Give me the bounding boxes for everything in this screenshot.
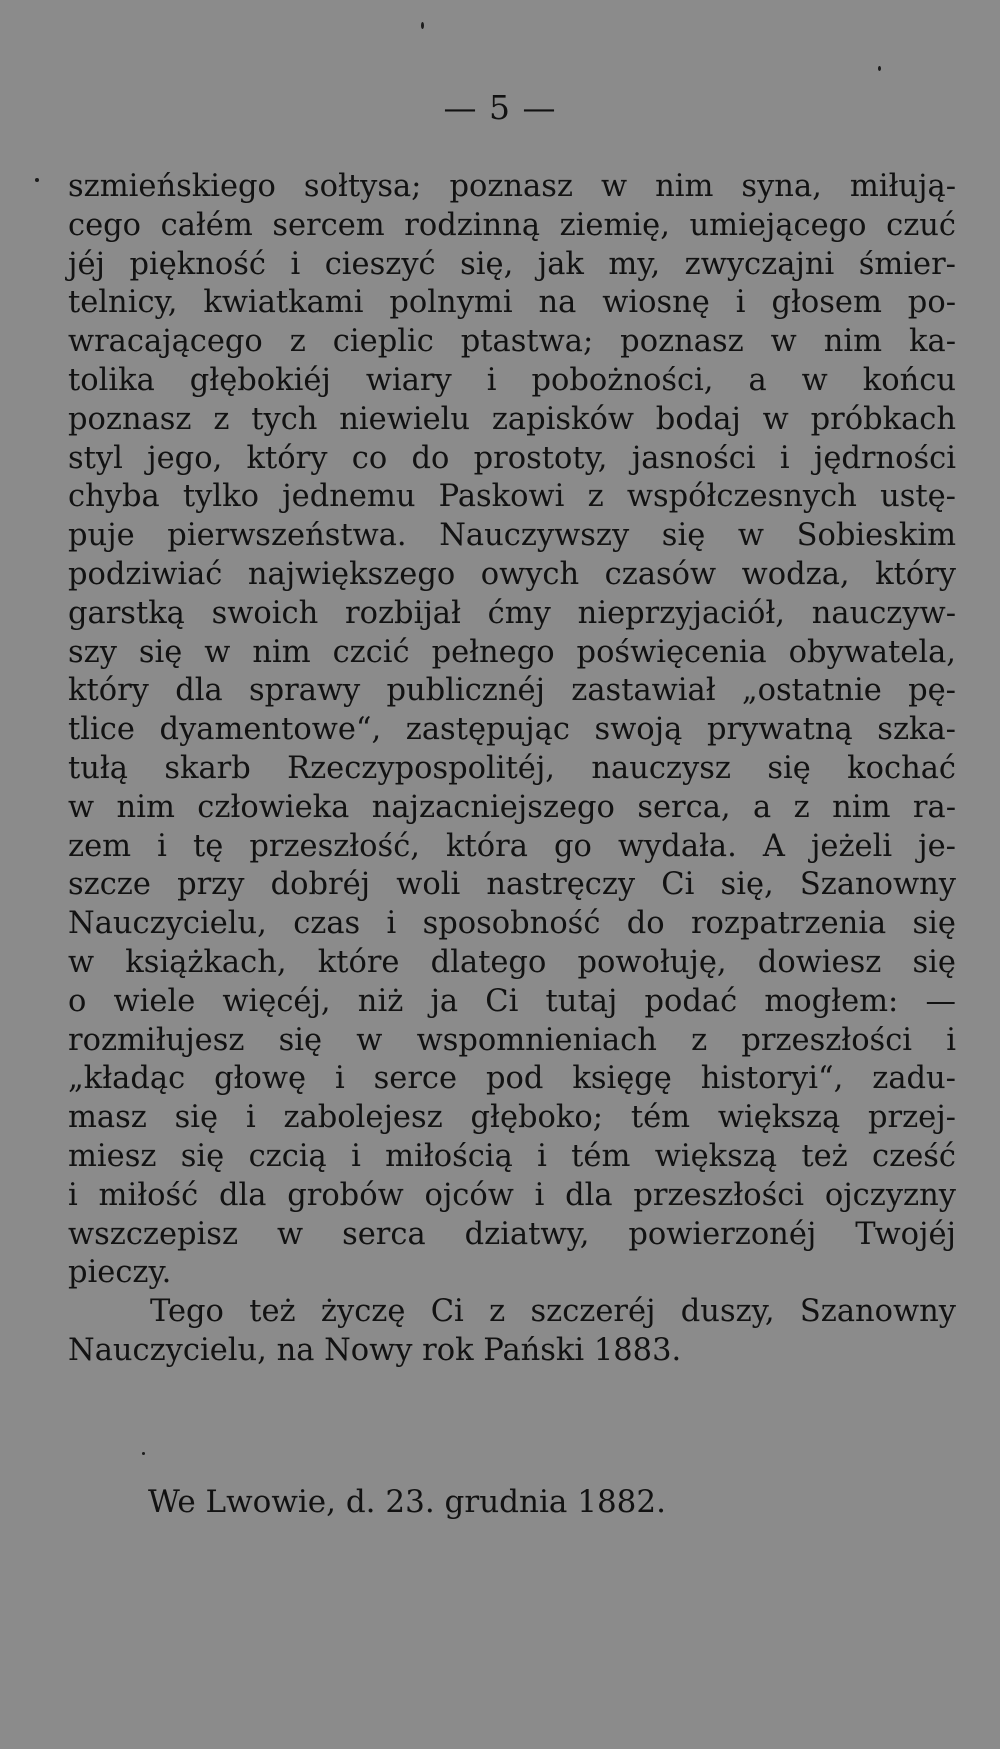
scan-speck bbox=[878, 66, 881, 71]
scan-speck bbox=[35, 178, 39, 182]
text-line: jéj piękność i cieszyć się, jak my, zwyczajni śmier- bbox=[68, 246, 956, 282]
text-line: tułą skarb Rzeczypospolitéj, nauczysz się kochać bbox=[68, 750, 956, 786]
text-line: szmieńskiego sołtysa; poznasz w nim syna, miłują- bbox=[68, 169, 956, 204]
text-line: szy się w nim czcić pełnego poświęcenia obywatela, bbox=[68, 634, 956, 670]
text-line: styl jego, który co do prostoty, jasności i jędrności bbox=[68, 440, 956, 476]
place-and-date: We Lwowie, d. 23. grudnia 1882. bbox=[148, 1484, 666, 1520]
text-line: wszczepisz w serca dziatwy, powierzonéj Twojéj bbox=[68, 1216, 956, 1252]
scan-speck bbox=[142, 1452, 145, 1455]
text-line: „kładąc głowę i serce pod księgę historyi“, zadu- bbox=[68, 1061, 956, 1097]
text-line: pieczy. bbox=[68, 1255, 172, 1291]
text-line: szcze przy dobréj woli nastręczy Ci się, Szanowny bbox=[68, 867, 956, 903]
text-line: Nauczycielu, na Nowy rok Pański 1883. bbox=[68, 1332, 682, 1368]
text-line: w książkach, które dlatego powołuję, dowiesz się bbox=[68, 944, 956, 980]
text-line: podziwiać największego owych czasów wodza, który bbox=[68, 556, 956, 592]
body-text bbox=[68, 168, 956, 1371]
text-line: masz się i zabolejesz głęboko; tém większą przej- bbox=[68, 1100, 956, 1136]
text-line: cego całém sercem rodzinną ziemię, umiejącego czuć bbox=[68, 207, 956, 243]
text-line: rozmiłujesz się w wspomnieniach z przeszłości i bbox=[68, 1022, 956, 1058]
text-line: Nauczycielu, czas i sposobność do rozpatrzenia się bbox=[68, 906, 956, 942]
text-line: garstką swoich rozbijał ćmy nieprzyjaciół, nauczyw- bbox=[68, 595, 956, 631]
text-line: miesz się czcią i miłością i tém większą też cześć bbox=[68, 1138, 956, 1174]
text-line: który dla sprawy publicznéj zastawiał „ostatnie pę- bbox=[68, 673, 956, 709]
text-line: i miłość dla grobów ojców i dla przeszłości ojczyzny bbox=[68, 1177, 956, 1213]
text-line: tlice dyamentowe“, zastępując swoją prywatną szka- bbox=[68, 712, 956, 748]
text-line: Tego też życzę Ci z szczeréj duszy, Szanowny bbox=[150, 1294, 956, 1330]
text-line: puje pierwszeństwa. Nauczywszy się w Sobieskim bbox=[68, 518, 956, 554]
text-line: wracającego z cieplic ptastwa; poznasz w nim ka- bbox=[68, 324, 956, 360]
text-line: chyba tylko jednemu Paskowi z współczesnych ustę- bbox=[68, 479, 956, 515]
scan-speck bbox=[421, 22, 424, 29]
text-line: tolika głębokiéj wiary i pobożności, a w końcu bbox=[68, 362, 956, 398]
page-number: — 5 — bbox=[443, 88, 557, 127]
text-line: w nim człowieka najzacniejszego serca, a z nim ra- bbox=[68, 789, 956, 825]
text-line: poznasz z tych niewielu zapisków bodaj w próbkach bbox=[68, 401, 956, 437]
text-line: telnicy, kwiatkami polnymi na wiosnę i głosem po- bbox=[68, 285, 956, 321]
text-line: zem i tę przeszłość, która go wydała. A jeżeli je- bbox=[68, 828, 956, 864]
text-line: o wiele więcéj, niż ja Ci tutaj podać mogłem: — bbox=[68, 983, 956, 1019]
